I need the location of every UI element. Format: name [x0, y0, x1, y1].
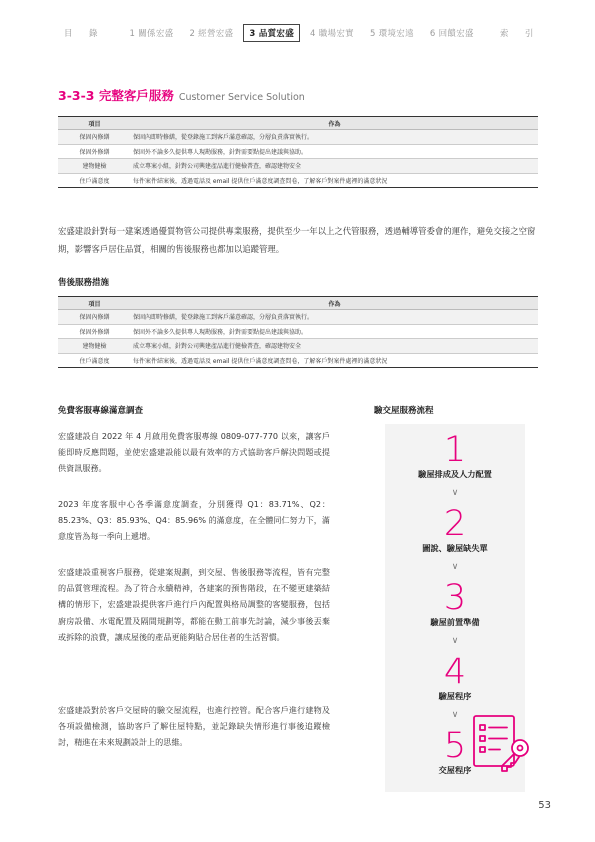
flow-step-3 — [385, 580, 525, 628]
column-header-action: 作為 — [131, 297, 538, 310]
table-cell-item: 保固內修繕 — [58, 310, 131, 325]
table-cell-item: 建物健檢 — [58, 159, 131, 174]
step-number: 3 — [443, 578, 467, 618]
table-cell-item: 住戶滿意度 — [58, 173, 131, 188]
nav-chapter-1[interactable]: 1 關係宏盛 — [129, 29, 174, 39]
top-navigation — [58, 24, 538, 42]
table-row — [58, 144, 538, 159]
flow-subtitle: 驗交屋服務流程 — [374, 406, 434, 416]
step-label: 驗屋前置準備 — [430, 617, 480, 627]
table-row — [58, 353, 538, 368]
table-header-row — [58, 117, 538, 130]
nav-chapter-5[interactable]: 5 環境宏遠 — [369, 29, 414, 39]
section-heading — [58, 86, 305, 104]
hotline-paragraph-3: 宏盛建設重視客戶服務，從建案規劃，到交屋、售後服務等流程，皆有完整的品質管理流程。為了符合永續精神，各建案的預售階段，在不變更建築結構的情形下，宏盛建設提供客戶進行戶內配置與格局調整的客變服務，包括廚房設備、水電配置及隔間規劃等，都能在動工前事先討論，減少事後丟棄或拆除的浪費，讓成屋後的產品更能夠貼合居住者的生活習慣。 — [58, 567, 330, 642]
chevron-down-icon: ∨ — [451, 636, 459, 646]
table-row — [58, 130, 538, 145]
nav-chapter-2[interactable]: 2 經營宏盛 — [189, 29, 234, 39]
step-label: 驗屋排成及人力配置 — [418, 469, 492, 479]
hotline-paragraph-2: 2023 年度客服中心各季滿意度調查，分別獲得 Q1：83.71%、Q2：85.23%、Q3：85.93%、Q4：85.96% 的滿意度，在全體同仁努力下，滿意度皆為每一季向上遞增。 — [58, 499, 330, 542]
hotline-paragraph-4: 宏盛建設對於客戶交屋時的驗交屋流程，也進行控管。配合客戶進行建物及各項設備檢測，協助客戶了解住屋特點，並記錄缺失情形進行事後追蹤檢討，精進在未來規劃設計上的思維。 — [58, 705, 330, 748]
column-header-action: 作為 — [131, 117, 538, 130]
nav-chapter-6[interactable]: 6 回饋宏盛 — [429, 29, 474, 39]
section-subtitle-en: Customer Service Solution — [178, 92, 305, 103]
chevron-down-icon: ∨ — [451, 710, 459, 720]
table-cell-action: 保固外不論多久提供專人現勘服務，針對需要點提出建議與協助。 — [131, 144, 538, 159]
table-cell-item: 保固外修繕 — [58, 324, 131, 339]
table-cell-item: 保固內修繕 — [58, 130, 131, 145]
table-row — [58, 339, 538, 354]
nav-chapter-3-active[interactable]: 3 品質宏盛 — [243, 24, 300, 42]
table-cell-item: 住戶滿意度 — [58, 353, 131, 368]
table-cell-item: 建物健檢 — [58, 339, 131, 354]
nav-chapter-4[interactable]: 4 職場宏實 — [310, 29, 354, 39]
step-number: 1 — [443, 430, 467, 470]
table-row — [58, 324, 538, 339]
step-label: 驗屋程序 — [438, 691, 472, 701]
step-number: 2 — [443, 504, 467, 544]
step-label: 交屋程序 — [438, 765, 472, 775]
table-cell-action: 每件案件結案後，透過電話及 email 提供住戶滿意度調查問卷，了解客戶對案件處裡的滿意狀況 — [131, 173, 538, 188]
table-cell-action: 每件案件結案後，透過電話及 email 提供住戶滿意度調查問卷，了解客戶對案件處裡的滿意狀況 — [131, 353, 538, 368]
intro-paragraph: 宏盛建設針對每一建案透過優質物管公司提供專業服務，提供至少一年以上之代管服務，透過輔導管委會的運作，避免交接之空窗期，影響客戶居住品質，相關的售後服務也都加以追蹤管理。 — [58, 226, 536, 254]
step-number: 4 — [443, 652, 467, 692]
nav-contents[interactable]: 目 錄 — [64, 29, 102, 39]
flow-step-2 — [385, 506, 525, 554]
section-title: 3-3-3 完整客戶服務 — [58, 88, 174, 103]
table-cell-action: 成立專案小組，針對公司興建產品進行健檢普查，確認建物安全 — [131, 339, 538, 354]
table-cell-action: 保固內即時修繕，從登錄施工到客戶滿意確認，分層負責落實執行。 — [131, 310, 538, 325]
table-cell-action: 保固內即時修繕，從登錄施工到客戶滿意確認，分層負責落實執行。 — [131, 130, 538, 145]
hotline-paragraph-1: 宏盛建設自 2022 年 4 月啟用免費客服專線 0809-077-770 以來，讓客戶能即時反應問題，並使宏盛建設能以最有效率的方式協助客戶解決問題或提供資訊服務。 — [58, 431, 330, 474]
checklist-key-icon — [470, 714, 536, 774]
service-table-1 — [58, 116, 538, 188]
column-header-item: 項目 — [58, 297, 131, 310]
step-number: 5 — [443, 726, 467, 766]
table-row — [58, 310, 538, 325]
page-number: 53 — [538, 800, 551, 811]
step-label: 圖說、驗屋缺失單 — [422, 543, 488, 553]
table-row — [58, 173, 538, 188]
table-cell-item: 保固外修繕 — [58, 144, 131, 159]
flow-step-4 — [385, 654, 525, 702]
column-header-item: 項目 — [58, 117, 131, 130]
service-table-2 — [58, 296, 538, 368]
aftersale-subtitle: 售後服務措施 — [58, 278, 110, 288]
table-row — [58, 159, 538, 174]
chevron-down-icon: ∨ — [451, 488, 459, 498]
table-cell-action: 保固外不論多久提供專人現勘服務，針對需要點提出建議與協助。 — [131, 324, 538, 339]
table-cell-action: 成立專案小組，針對公司興建產品進行健檢普查，確認建物安全 — [131, 159, 538, 174]
chevron-down-icon: ∨ — [451, 562, 459, 572]
flow-step-1 — [385, 432, 525, 480]
nav-index[interactable]: 索 引 — [499, 29, 538, 39]
table-header-row — [58, 297, 538, 310]
hotline-subtitle: 免費客服專線滿意調查 — [58, 406, 144, 416]
